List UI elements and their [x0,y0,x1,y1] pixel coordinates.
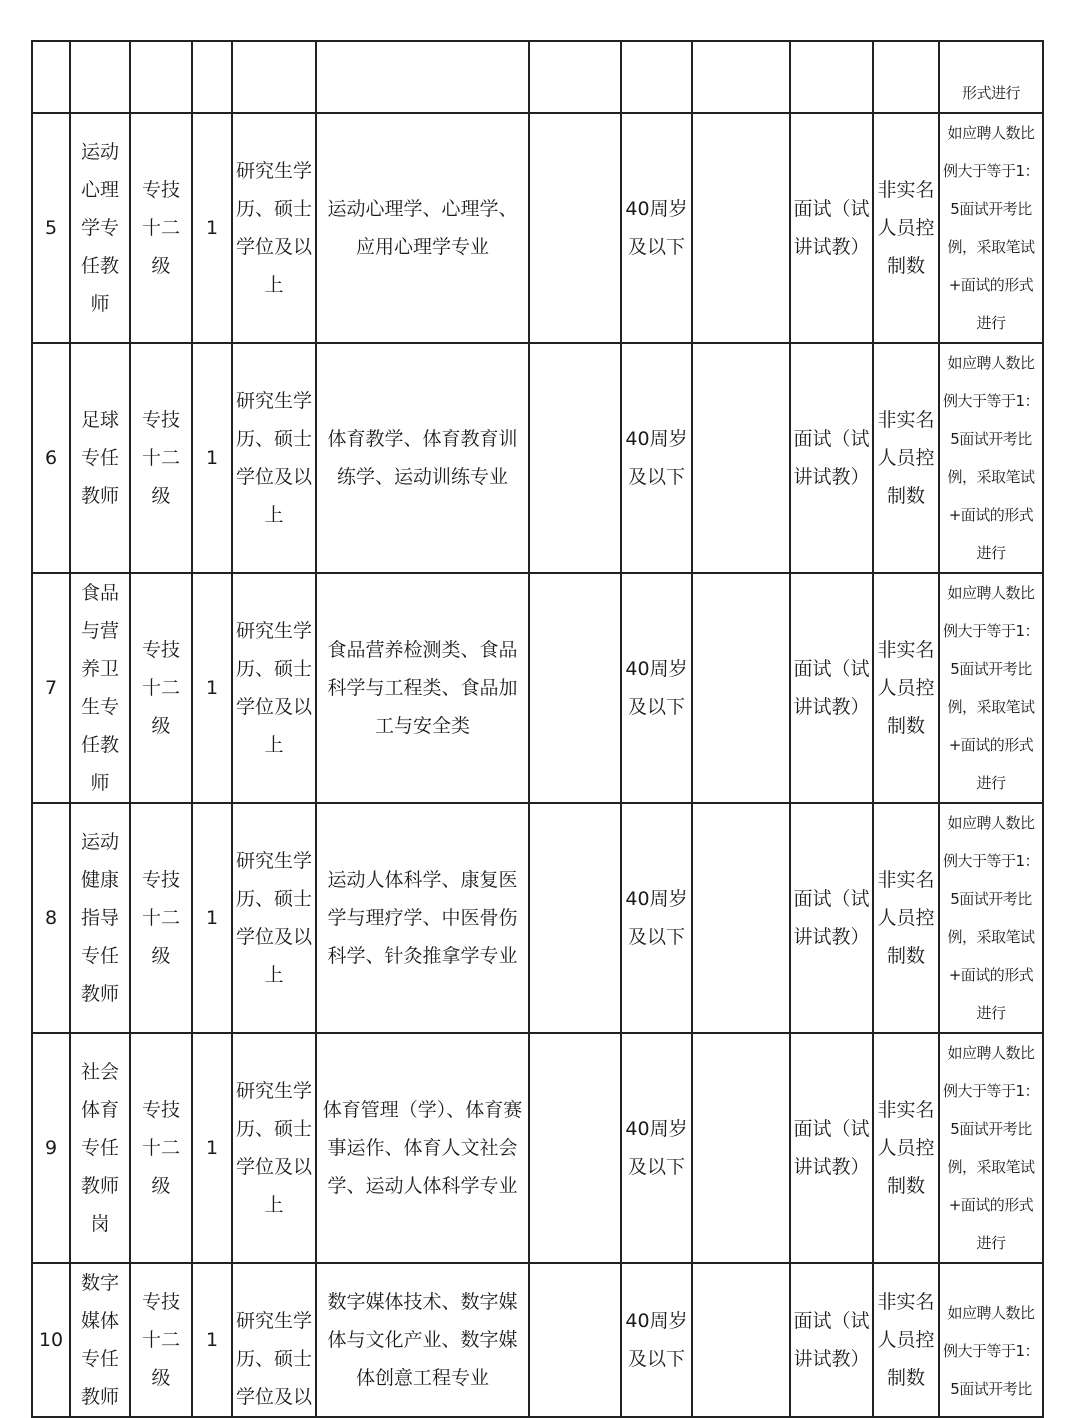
cell-other [529,803,621,1033]
cell-note: 如应聘人数比例大于等于1：5面试开考比例，采取笔试+面试的形式进行 [939,113,1043,343]
cell-position: 运动心理学专任教师 [70,113,130,343]
cell-exam: 面试（试讲试教） [790,1263,873,1417]
table-row [32,343,1043,573]
cell-blank [692,343,790,573]
cell-no: 8 [32,803,70,1033]
recruitment-table [31,40,1044,1418]
cell-staffing: 非实名人员控制数 [873,1033,939,1263]
cell-count: 1 [192,343,232,573]
cell-no: 5 [32,113,70,343]
cell-age: 40周岁及以下 [621,1263,692,1417]
cell-age: 40周岁及以下 [621,1033,692,1263]
cell-education-text: 研究生学历、硕士学位及以 [235,1310,312,1408]
cell-no: 6 [32,343,70,573]
cell-education: 研究生学历、硕士学位及以上 [232,573,316,803]
cell-age: 40周岁及以下 [621,343,692,573]
cell-exam: 面试（试讲试教） [790,113,873,343]
cell-staffing: 非实名人员控制数 [873,343,939,573]
cell-position: 数字媒体专任教师 [70,1263,130,1417]
cell-note: 如应聘人数比例大于等于1：5面试开考比例，采取笔试+面试的形式进行 [939,803,1043,1033]
cell-majors: 数字媒体技术、数字媒体与文化产业、数字媒体创意工程专业 [316,1263,529,1417]
cell-level: 专技十二级 [130,803,192,1033]
cell-age: 40周岁及以下 [621,113,692,343]
cell-blank [692,113,790,343]
cell-majors: 运动人体科学、康复医学与理疗学、中医骨伤科学、针灸推拿学专业 [316,803,529,1033]
cell-no: 7 [32,573,70,803]
cell-count: 1 [192,803,232,1033]
cell-education: 研究生学历、硕士学位及以上 [232,803,316,1033]
table-row [32,113,1043,343]
cell-position: 食品与营养卫生专任教师 [70,573,130,803]
cell-exam: 面试（试讲试教） [790,1033,873,1263]
cell-majors: 体育教学、体育教育训练学、运动训练专业 [316,343,529,573]
cell-staffing: 非实名人员控制数 [873,1263,939,1417]
cell-count: 1 [192,113,232,343]
cell-other [529,113,621,343]
cell-other [529,573,621,803]
cell-age: 40周岁及以下 [621,803,692,1033]
cell-majors [316,41,529,113]
cell-education: 研究生学历、硕士学位及以上 [232,1033,316,1263]
cell-education: 研究生学历、硕士学位及以上 [232,113,316,343]
cell-other [529,343,621,573]
cell-blank [692,803,790,1033]
cell-education: 研究生学历、硕士学位及以上 [232,343,316,573]
cell-position [70,41,130,113]
cell-note: 如应聘人数比例大于等于1：5面试开考比例，采取笔试+面试的形式进行 [939,343,1043,573]
table-row [32,41,1043,113]
cell-exam: 面试（试讲试教） [790,573,873,803]
cell-note-text: 如应聘人数比例大于等于1：5面试开考比 [942,1304,1040,1398]
cell-level: 专技十二级 [130,1033,192,1263]
cell-position: 社会体育专任教师岗 [70,1033,130,1263]
table-row [32,573,1043,803]
cell-level: 专技十二级 [130,573,192,803]
cell-no [32,41,70,113]
cell-note: 如应聘人数比例大于等于1：5面试开考比例，采取笔试+面试的形式进行 [939,1033,1043,1263]
cell-level [130,41,192,113]
cell-staffing [873,41,939,113]
cell-note: 形式进行 [939,41,1043,113]
cell-count: 1 [192,573,232,803]
cell-exam [790,41,873,113]
cell-count [192,41,232,113]
cell-blank [692,1263,790,1417]
cell-blank [692,573,790,803]
cell-level: 专技十二级 [130,343,192,573]
cell-exam: 面试（试讲试教） [790,343,873,573]
cell-note: 如应聘人数比例大于等于1：5面试开考比例，采取笔试+面试的形式进行 [939,573,1043,803]
table-row [32,1033,1043,1263]
cell-level: 专技十二级 [130,113,192,343]
cell-no: 9 [32,1033,70,1263]
cell-education [232,1263,316,1417]
cell-age [621,41,692,113]
cell-education [232,41,316,113]
cell-majors: 体育管理（学）、体育赛事运作、体育人文社会学、运动人体科学专业 [316,1033,529,1263]
cell-blank [692,41,790,113]
cell-staffing: 非实名人员控制数 [873,113,939,343]
cell-other [529,1263,621,1417]
cell-majors: 食品营养检测类、食品科学与工程类、食品加工与安全类 [316,573,529,803]
table-row [32,1263,1043,1417]
cell-no: 10 [32,1263,70,1417]
cell-other [529,41,621,113]
cell-staffing: 非实名人员控制数 [873,803,939,1033]
cell-staffing: 非实名人员控制数 [873,573,939,803]
cell-level: 专技十二级 [130,1263,192,1417]
cell-position: 运动健康指导专任教师 [70,803,130,1033]
cell-other [529,1033,621,1263]
cell-note [939,1263,1043,1417]
table-row [32,803,1043,1033]
cell-exam: 面试（试讲试教） [790,803,873,1033]
cell-position: 足球专任教师 [70,343,130,573]
cell-count: 1 [192,1263,232,1417]
cell-majors: 运动心理学、心理学、应用心理学专业 [316,113,529,343]
cell-count: 1 [192,1033,232,1263]
cell-age: 40周岁及以下 [621,573,692,803]
cell-blank [692,1033,790,1263]
